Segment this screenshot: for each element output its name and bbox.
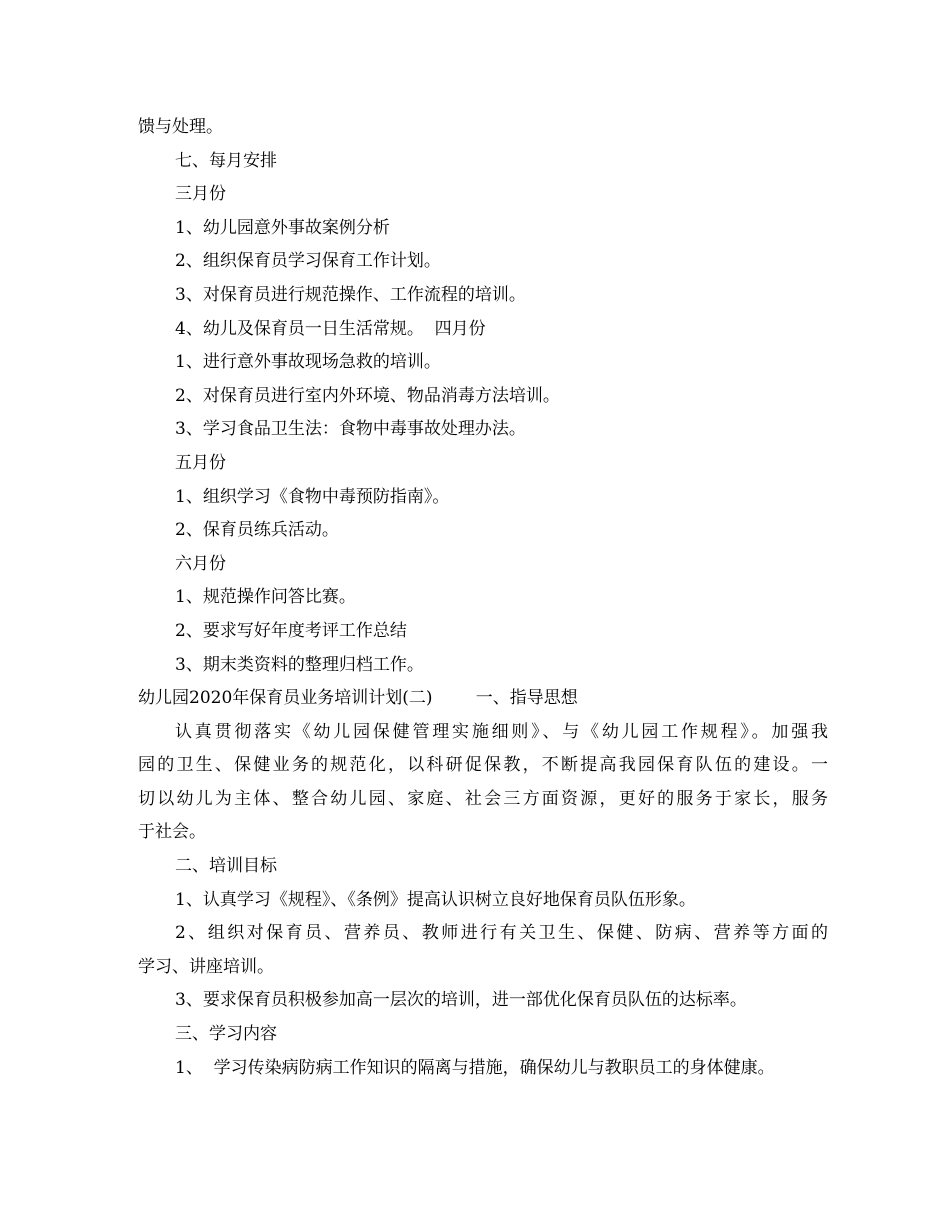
list-item: 1、规范操作问答比赛。 <box>175 587 356 608</box>
list-item: 2、保育员练兵活动。 <box>175 520 339 541</box>
paragraph-line: 切以幼儿为主体、整合幼儿园、家庭、社会三方面资源，更好的服务于家长，服务 <box>138 788 828 809</box>
text-line: 馈与处理。 <box>138 117 223 137</box>
list-item: 1、 学习传染病防病工作知识的隔离与措施，确保幼儿与教职员工的身体健康。 <box>175 1057 775 1078</box>
paragraph-line: 认真贯彻落实《幼儿园保健管理实施细则》、与《幼儿园工作规程》。加强我 <box>175 721 828 742</box>
paragraph-line: 于社会。 <box>138 822 206 843</box>
list-item: 3、对保育员进行规范操作、工作流程的培训。 <box>175 284 526 305</box>
list-item: 1、组织学习《食物中毒预防指南》。 <box>175 486 450 507</box>
section-heading: 七、每月安排 <box>175 150 277 171</box>
month-heading: 六月份 <box>175 553 226 574</box>
list-item: 3、期末类资料的整理归档工作。 <box>175 654 424 675</box>
document-body <box>138 111 828 1085</box>
list-item-continuation: 学习、讲座培训。 <box>138 956 274 977</box>
list-item: 3、学习食品卫生法：食物中毒事故处理办法。 <box>175 419 526 440</box>
list-item: 1、认真学习《规程》、《条例》提高认识树立良好地保育员队伍形象。 <box>175 889 696 910</box>
document-title-line: 幼儿园2020年保育员业务培训计划(二) 一、指导思想 <box>138 688 578 709</box>
list-item: 2、组织对保育员、营养员、教师进行有关卫生、保健、防病、营养等方面的 <box>175 923 828 944</box>
list-item: 4、幼儿及保育员一日生活常规。 四月份 <box>175 318 486 339</box>
section-heading: 二、培训目标 <box>175 856 277 877</box>
list-item: 2、要求写好年度考评工作总结 <box>175 620 407 641</box>
list-item: 1、进行意外事故现场急救的培训。 <box>175 352 441 373</box>
list-item: 2、对保育员进行室内外环境、物品消毒方法培训。 <box>175 385 560 406</box>
list-item: 2、组织保育员学习保育工作计划。 <box>175 251 441 272</box>
section-heading: 三、学习内容 <box>175 1024 277 1045</box>
list-item: 1、幼儿园意外事故案例分析 <box>175 217 390 238</box>
list-item: 3、要求保育员积极参加高一层次的培训，进一部优化保育员队伍的达标率。 <box>175 990 747 1011</box>
paragraph-line: 园的卫生、保健业务的规范化，以科研促保教，不断提高我园保育队伍的建设。一 <box>138 755 828 776</box>
month-heading: 五月份 <box>175 452 226 473</box>
month-heading: 三月份 <box>175 184 226 205</box>
